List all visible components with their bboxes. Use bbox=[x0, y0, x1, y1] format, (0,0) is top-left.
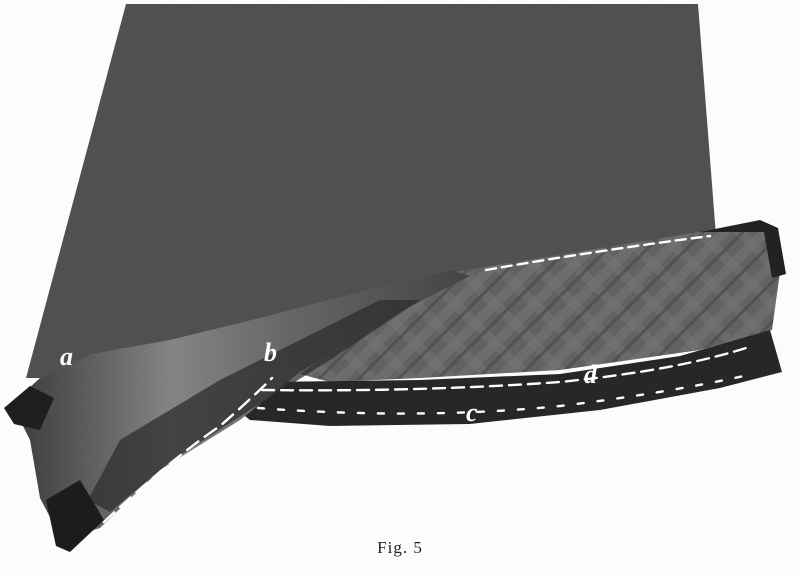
label-b: b bbox=[264, 338, 277, 367]
figure-caption: Fig. 5 bbox=[377, 538, 423, 557]
label-d: d bbox=[584, 360, 597, 389]
label-a: a bbox=[60, 342, 73, 371]
label-c: c bbox=[466, 398, 478, 427]
